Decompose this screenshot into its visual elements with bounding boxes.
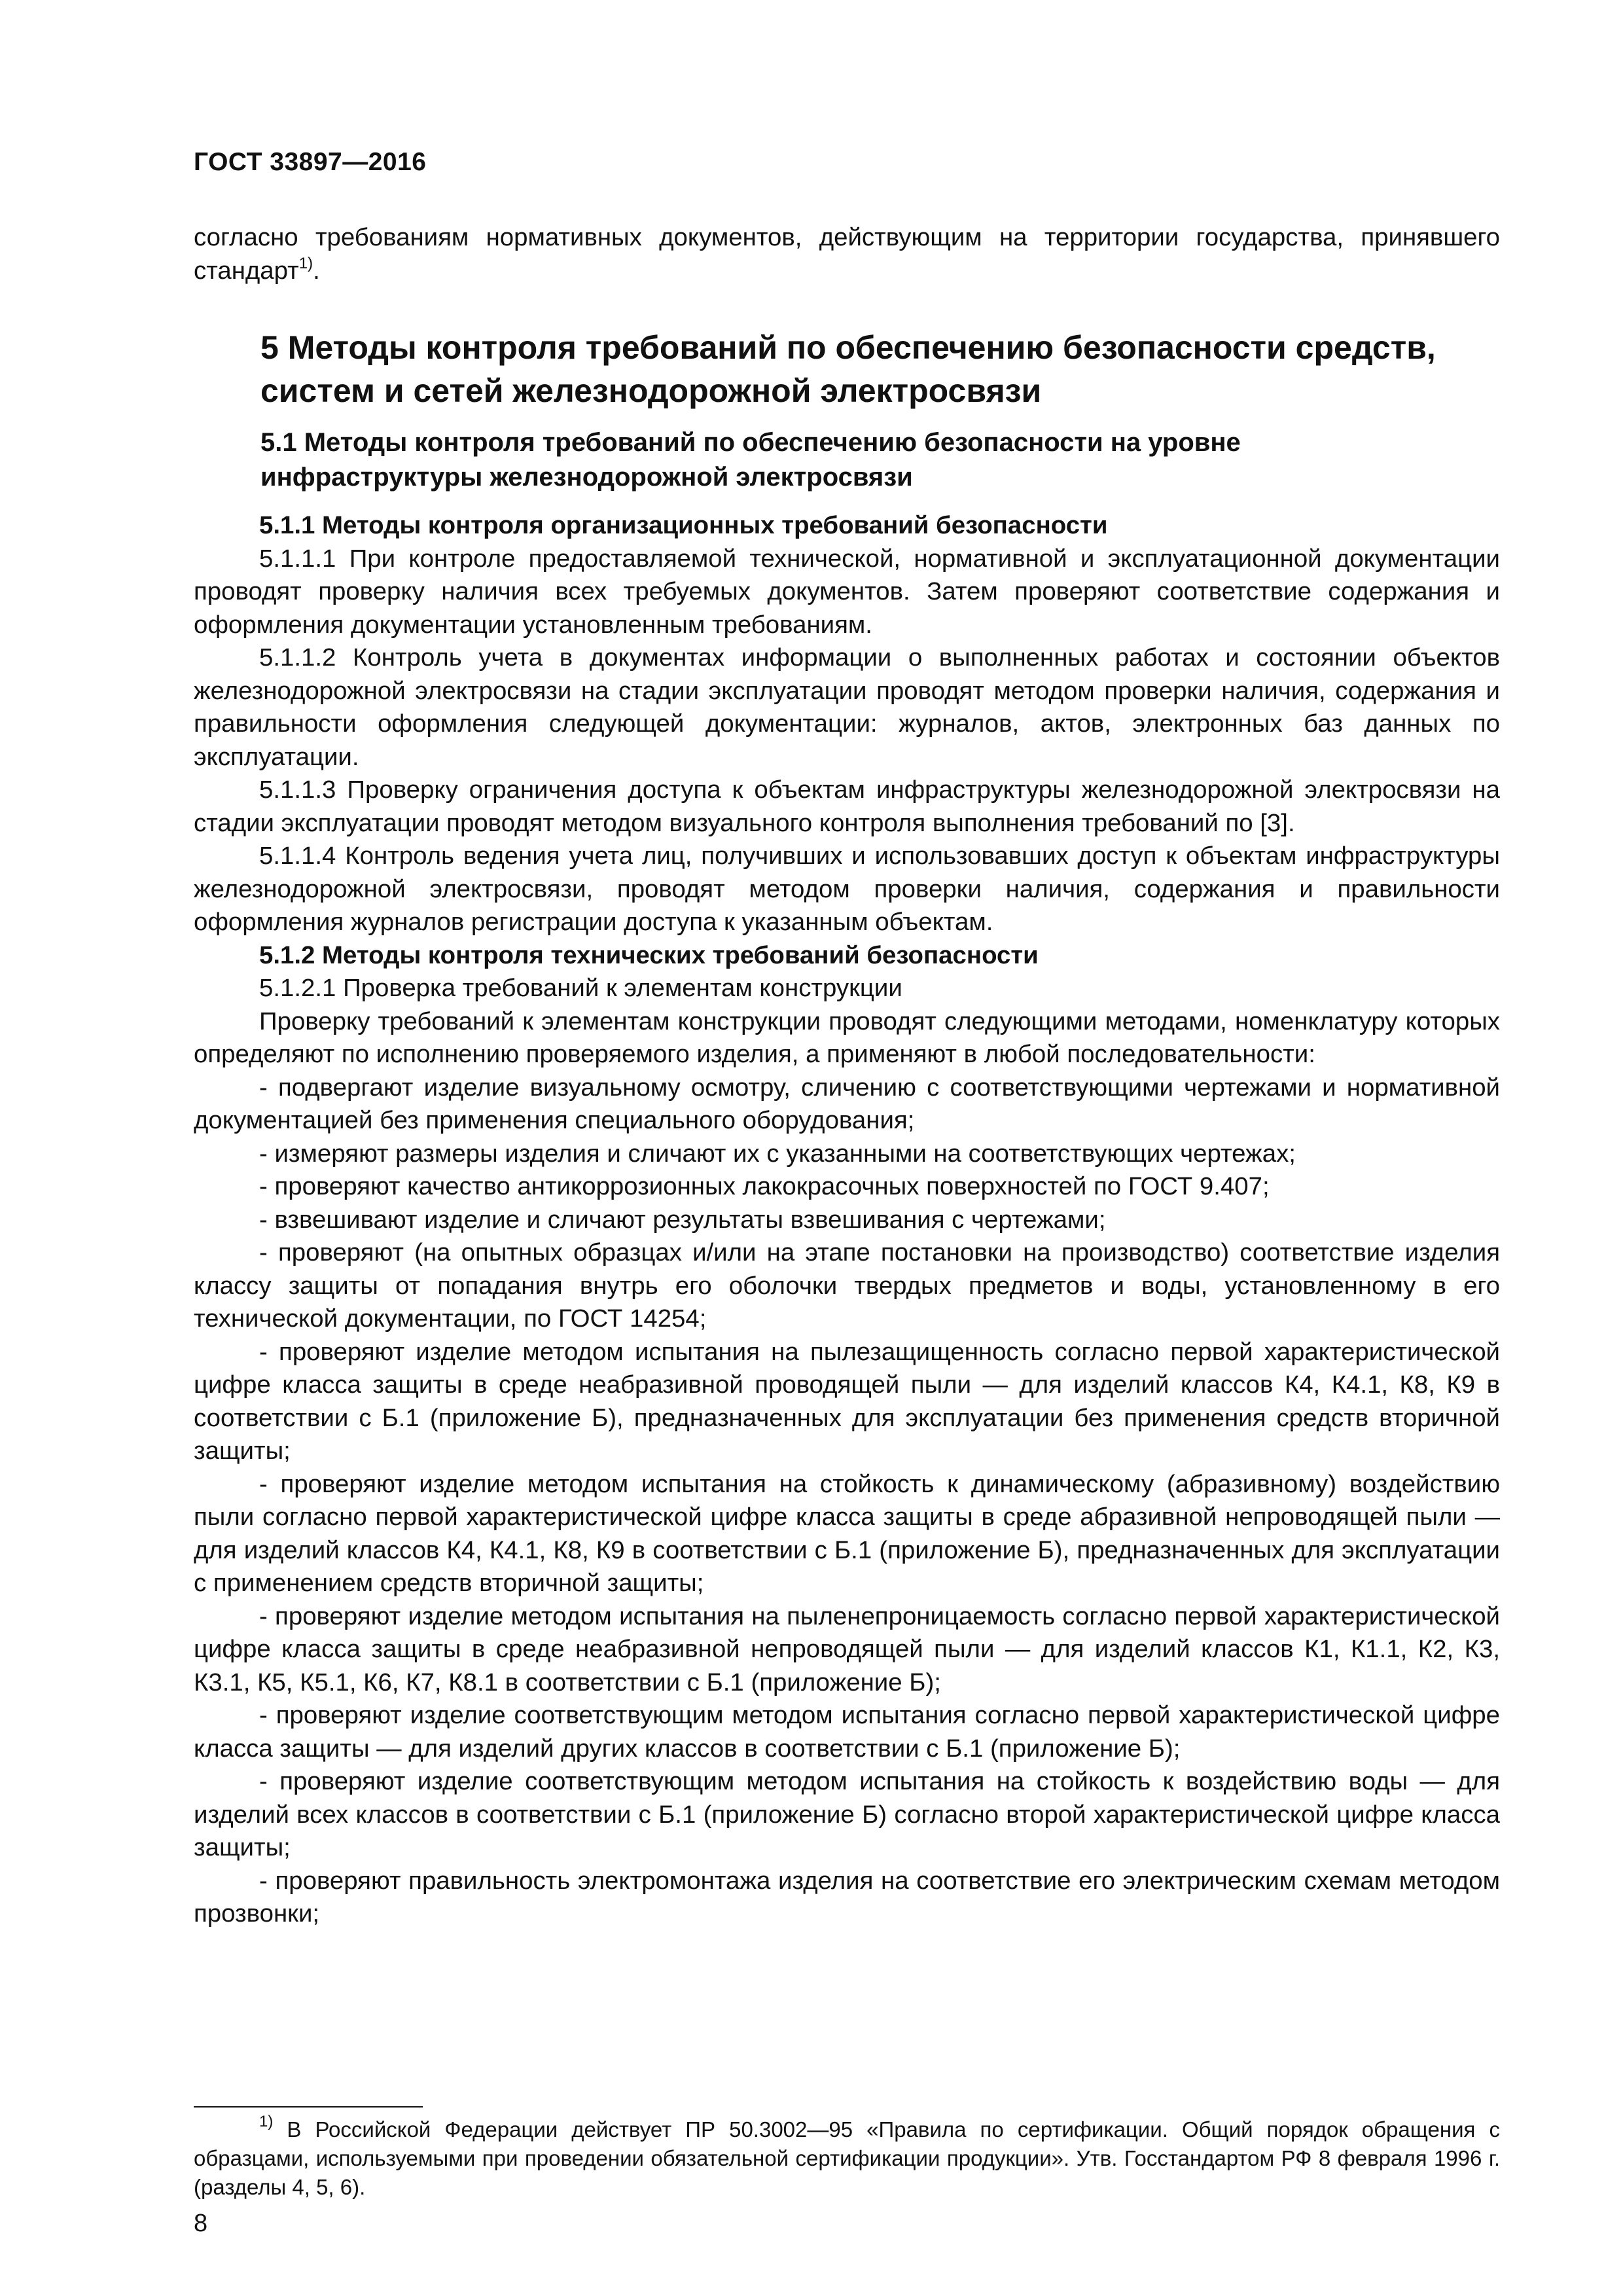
- section-5-1-1-heading: 5.1.1 Методы контроля организационных требований безопасности: [259, 511, 1108, 539]
- footnote-marker: 1): [259, 2113, 274, 2130]
- list-item: - проверяют (на опытных образцах и/или на этапе постановки на производство) соответствие изделия классу защиты от попадания внутрь его оболочки твердых предметов и воды, установленному в его технической документации, по ГОСТ 14254;: [194, 1238, 1500, 1333]
- intro-text: согласно требованиям нормативных документов, действующим на территории государства, принявшего стандарт: [194, 223, 1500, 285]
- subsection-5-1-2-1: 5.1.2.1 Проверка требований к элементам конструкции: [259, 974, 902, 1002]
- paragraph-5-1-1-1: 5.1.1.1 При контроле предоставляемой технической, нормативной и эксплуатационной документации проводят проверку наличия всех требуемых документов. Затем проверяют соответствие содержания и оформления документации установленным требованиям.: [194, 544, 1500, 639]
- section-5-1-title-line2: инфраструктуры железнодорожной электросвязи: [260, 463, 913, 492]
- section-5-1-2-heading: 5.1.2 Методы контроля технических требований безопасности: [259, 941, 1039, 969]
- method-lead-paragraph: Проверку требований к элементам конструкции проводят следующими методами, номенклатуру которых определяют по исполнению проверяемого изделия, а применяют в любой последовательности:: [194, 1007, 1500, 1068]
- footnote: [194, 2115, 1500, 2202]
- list-item: - проверяют изделие методом испытания на пыленепроницаемость согласно первой характеристической цифре класса защиты в среде неабразивной непроводящей пыли — для изделий классов К1, К1.1, К2, К3, К3.1, К5, К5.1, К6, К7, К8.1 в соответствии с Б.1 (приложение Б);: [194, 1602, 1500, 1696]
- list-item: - проверяют качество антикоррозионных лакокрасочных поверхностей по ГОСТ 9.407;: [259, 1172, 1270, 1200]
- document-header: ГОСТ 33897—2016: [194, 148, 427, 176]
- list-item: - проверяют изделие методом испытания на стойкость к динамическому (абразивному) воздействию пыли согласно первой характеристической цифре класса защиты в среде абразивной непроводящей пыли — для изделий классов К4, К4.1, К8, К9 в соответствии с Б.1 (приложение Б), предназначенных для эксплуатации с применением средств вторичной защиты;: [194, 1469, 1500, 1597]
- list-item: - проверяют правильность электромонтажа изделия на соответствие его электрическим схемам методом прозвонки;: [194, 1866, 1500, 1928]
- section-5-1-title-line1: 5.1 Методы контроля требований по обеспечению безопасности на уровне: [260, 428, 1241, 457]
- page-number: 8: [194, 2210, 208, 2237]
- main-body: [194, 509, 1500, 1931]
- list-item: - проверяют изделие соответствующим методом испытания на стойкость к воздействию воды — для изделий всех классов в соответствии с Б.1 (приложение Б) согласно второй характеристической цифре класса защиты;: [194, 1767, 1500, 1861]
- section-5-1-heading: [260, 425, 1491, 495]
- list-item: - измеряют размеры изделия и сличают их с указанными на соответствующих чертежах;: [259, 1139, 1296, 1168]
- footnote-separator: [194, 2106, 423, 2108]
- intro-paragraph: [194, 221, 1500, 287]
- footnote-text: В Российской Федерации действует ПР 50.3002—95 «Правила по сертификации. Общий порядок обращения с образцами, используемыми при проведении обязательной сертификации продукции». Утв. Госстандартом РФ 8 февраля 1996 г. (разделы 4, 5, 6).: [194, 2117, 1500, 2199]
- list-item: - проверяют изделие соответствующим методом испытания согласно первой характеристической цифре класса защиты — для изделий других классов в соответствии с Б.1 (приложение Б);: [194, 1701, 1500, 1763]
- intro-end: .: [313, 256, 320, 285]
- list-item: - взвешивают изделие и сличают результаты взвешивания с чертежами;: [259, 1205, 1106, 1234]
- section-5-title-line2: систем и сетей железнодорожной электросвязи: [260, 372, 1042, 409]
- list-item: - проверяют изделие методом испытания на пылезащищенность согласно первой характеристической цифре класса защиты в среде неабразивной проводящей пыли — для изделий классов К4, К4.1, К8, К9 в соответствии с Б.1 (приложение Б), предназначенных для эксплуатации без применения средств вторичной защиты;: [194, 1337, 1500, 1465]
- paragraph-5-1-1-3: 5.1.1.3 Проверку ограничения доступа к объектам инфраструктуры железнодорожной электросвязи на стадии эксплуатации проводят методом визуального контроля выполнения требований по [3].: [194, 776, 1500, 837]
- list-item: - подвергают изделие визуальному осмотру, сличению с соответствующими чертежами и нормативной документацией без применения специального оборудования;: [194, 1073, 1500, 1134]
- section-5-heading: [260, 326, 1491, 412]
- paragraph-5-1-1-4: 5.1.1.4 Контроль ведения учета лиц, получивших и использовавших доступ к объектам инфраструктуры железнодорожной электросвязи, проводят методом проверки наличия, содержания и правильности оформления журналов регистрации доступа к указанным объектам.: [194, 842, 1500, 936]
- paragraph-5-1-1-2: 5.1.1.2 Контроль учета в документах информации о выполненных работах и состоянии объектов железнодорожной электросвязи на стадии эксплуатации проводят методом проверки наличия, содержания и правильности оформления следующей документации: журналов, актов, электронных баз данных по эксплуатации.: [194, 643, 1500, 771]
- section-5-title-line1: 5 Методы контроля требований по обеспечению безопасности средств,: [260, 329, 1436, 366]
- footnote-reference: 1): [298, 254, 313, 272]
